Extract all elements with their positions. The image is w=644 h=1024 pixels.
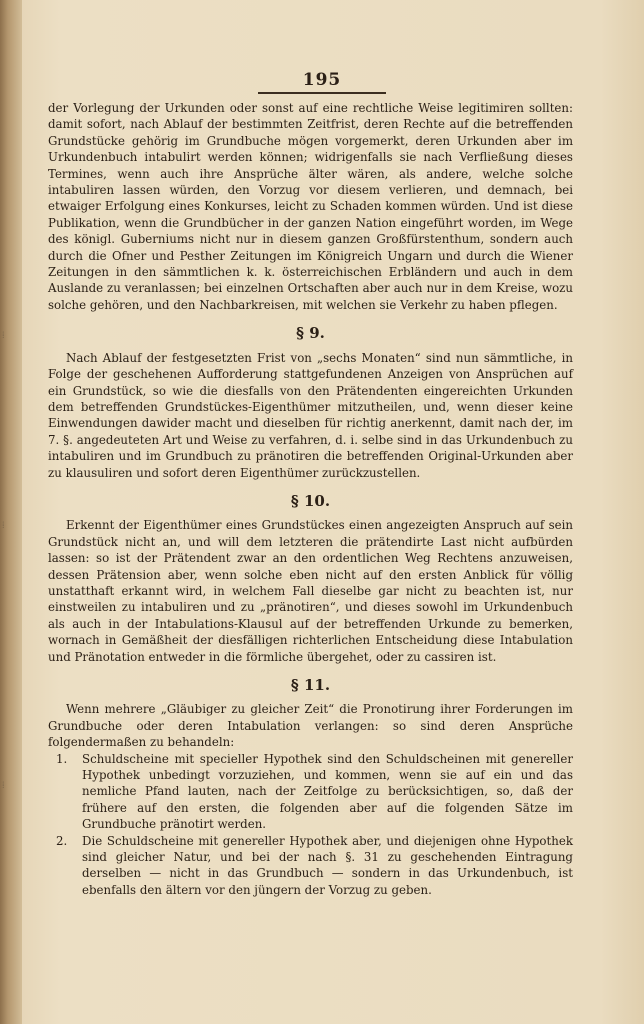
section-heading: § 9. xyxy=(296,324,325,343)
section-heading: § 10. xyxy=(290,491,331,510)
list-item-text: Die Schuldscheine mit genereller Hypothek aber, und diejenigen ohne Hypothek sind gleicher Natur, und bei der nach §. 31 zu geschehenden Eintragung derselben — nicht in das Grundbuch — sondern in das Urkundenbuch, ist ebenfalls den ältern vor den jüngern der Vorzug zu geben. xyxy=(82,833,573,897)
page-number: 195 xyxy=(302,70,342,90)
body-text xyxy=(48,100,573,898)
bleed-through-marks: ⁞ xyxy=(2,521,5,531)
list-item-text: Schuldscheine mit specieller Hypothek sind den Schuldscheinen mit genereller Hypothek unbedingt vorzuziehen, und kommen, wenn sie auf ein und das nemliche Pfand lauten, nach der Zeitfolge zu berücksichtigen, so, daß der frühere auf den ersten, die folgenden aber auf die folgenden Sätze im Grundbuche pränotirt werden. xyxy=(82,751,573,832)
section-paragraph: Erkennt der Eigenthümer eines Grundstückes einen angezeigten Anspruch auf sein Grundstück nicht an, und will dem letzteren die prätendirte Last nicht aufbürden lassen: so ist der Prätendent zwar an den ordentlichen Weg Rechtens anzuweisen, dessen Prätension aber, wenn solche eben nicht auf den ersten Anblick für völlig unstatthaft erkannt wird, in welchem Fall dieselbe gar nicht zu beachten ist, nur einstweilen zu intabuliren und zu „pränotiren“, und dieses sowohl im Urkundenbuch als auch in der Intabulations-Klausul auf der betreffenden Urkunde zu bemerken, wornach in Gemäßheit der diesfälligen richterlichen Entscheidung diese Intabulation und Pränotation entweder in die förmliche übergehet, oder zu cassiren ist. xyxy=(48,518,573,664)
list-item xyxy=(48,833,573,899)
section-heading: § 11. xyxy=(290,676,331,694)
list-item-number: 1. xyxy=(56,751,68,766)
section-paragraph: Nach Ablauf der festgesetzten Frist von „sechs Monaten“ sind nun sämmtliche, in Folge der geschehenen Aufforderung stattgefundenen Anzeigen von Ansprüchen auf ein Grundstück, so wie die diesfalls von den Prätendenten eingereichten Urkunden dem betreffenden Grundstückes-Eigenthümer mitzutheilen, und, wenn dieser keine Einwendungen dawider macht und dieselben für richtig anerkennt, damit nach der, im 7. §. angedeuteten Art und Weise zu verfahren, d. i. selbe sind in das Urkundenbuch zu intabuliren und im Grundbuch zu pränotiren die betreffenden Original-Urkunden aber zu klausuliren und sofort deren Eigenthümer zurückzustellen. xyxy=(48,350,573,480)
numbered-list xyxy=(48,751,573,899)
bleed-through-marks: ⁞ xyxy=(2,781,5,791)
intro-paragraph: der Vorlegung der Urkunden oder sonst auf eine rechtliche Weise legitimiren sollten: damit sofort, nach Ablauf der bestimmten Zeitfrist, deren Rechte auf die betreffenden Grundstücke gehörig im Grundbuche mögen vorgemerkt, deren Urkunden aber im Urkundenbuch intabulirt werden können; widrigenfalls sie nach Verfließung dieses Termines, wenn auch ihre Ansprüche älter wären, als andere, welche solche intabuliren lassen würden, den Vorzug vor diesem verlieren, und demnach, bei etwaiger Erfolgung eines Konkurses, leicht zu Schaden kommen würden. Und ist diese Publikation, wenn die Grundbücher in der ganzen Nation eingeführt worden, im Wege des königl. Guberniums nicht nur in diesem ganzen Großfürstenthum, sondern auch durch die Ofner und Pesther Zeitungen im Königreich Ungarn und durch die Wiener Zeitungen in den sämmtlichen k. k. österreichischen Erbländern und auch in dem Auslande zu veranlassen; bei einzelnen Ortschaften aber auch nur in dem Kreise, wozu solche gehören, und den Nachbarkreisen, mit welchen sie Verkehr zu haben pflegen. xyxy=(48,101,573,312)
page-gutter xyxy=(0,0,22,1024)
bleed-through-marks: ⁞ xyxy=(2,331,5,341)
list-item-number: 2. xyxy=(56,833,68,848)
section-paragraph: Wenn mehrere „Gläubiger zu gleicher Zeit“ die Pronotirung ihrer Forderungen im Grundbuche oder deren Intabulation verlangen: so sind deren Ansprüche folgendermaßen zu behandeln: xyxy=(48,702,573,750)
list-item xyxy=(48,751,573,833)
header-rule xyxy=(258,92,386,94)
